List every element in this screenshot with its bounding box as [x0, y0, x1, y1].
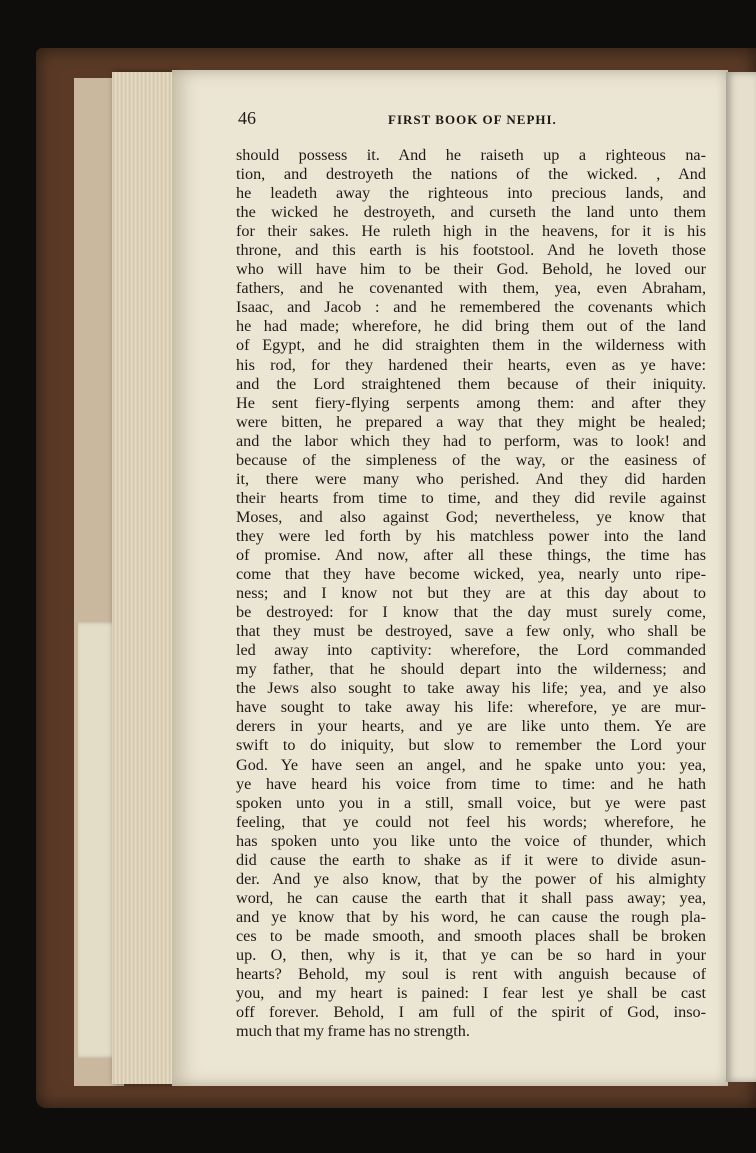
body-text	[236, 146, 706, 1041]
page-header	[238, 108, 708, 134]
text-line: God. Ye have seen an angel, and he spake unto you: yea,	[236, 755, 706, 774]
text-line: and ye know that by his word, he can cause the rough pla-	[236, 907, 706, 926]
text-line: my father, that he should depart into the wilderness; and	[236, 660, 706, 679]
text-line: swift to do iniquity, but slow to remember the Lord your	[236, 736, 706, 755]
facing-page-edge	[726, 72, 756, 1082]
text-line: that they must be destroyed, save a few only, who shall be	[236, 622, 706, 641]
text-line: his rod, for they hardened their hearts, even as ye have:	[236, 355, 706, 374]
text-line: they were led forth by his matchless power into the land	[236, 526, 706, 545]
text-line: He sent fiery-flying serpents among them: and after they	[236, 393, 706, 412]
text-line: spoken unto you in a still, small voice, but ye were past	[236, 793, 706, 812]
text-line: hearts? Behold, my soul is rent with anguish because of	[236, 965, 706, 984]
text-line: off forever. Behold, I am full of the spirit of God, inso-	[236, 1003, 706, 1022]
text-line: ness; and I know not but they are at this day about to	[236, 584, 706, 603]
text-line: it, there were many who perished. And they did harden	[236, 469, 706, 488]
page-edges	[112, 72, 176, 1084]
page-number: 46	[238, 108, 256, 128]
text-line: the wicked he destroyeth, and curseth the land unto them	[236, 203, 706, 222]
text-line: for their sakes. He ruleth high in the heavens, for it is his	[236, 222, 706, 241]
text-line: the Jews also sought to take away his life; yea, and ye also	[236, 679, 706, 698]
text-line: you, and my heart is pained: I fear lest ye shall be cast	[236, 984, 706, 1003]
text-line: were bitten, he prepared a way that they might be healed;	[236, 412, 706, 431]
text-line: should possess it. And he raiseth up a righteous na-	[236, 146, 706, 164]
text-line: have sought to take away his life: wherefore, ye are mur-	[236, 698, 706, 717]
text-line: fathers, and he covenanted with them, yea, even Abraham,	[236, 279, 706, 298]
text-line: because of the simpleness of the way, or the easiness of	[236, 450, 706, 469]
text-line: and the Lord straightened them because of their iniquity.	[236, 374, 706, 393]
text-line: of promise. And now, after all these things, the time has	[236, 545, 706, 564]
text-line: derers in your hearts, and ye are like unto them. Ye are	[236, 717, 706, 736]
text-line: feeling, that ye could not feel his words; wherefore, he	[236, 812, 706, 831]
text-line: come that they have become wicked, yea, nearly unto ripe-	[236, 565, 706, 584]
text-line: who will have him to be their God. Behold, he loved our	[236, 260, 706, 279]
text-line: did cause the earth to shake as if it were to divide asun-	[236, 850, 706, 869]
text-line: throne, and this earth is his footstool. And he loveth those	[236, 241, 706, 260]
text-line: ye have heard his voice from time to time: and he hath	[236, 774, 706, 793]
running-head: FIRST BOOK OF NEPHI.	[388, 112, 557, 127]
text-line: Moses, and also against God; nevertheless, ye know that	[236, 507, 706, 526]
text-line: der. And ye also know, that by the power of his almighty	[236, 869, 706, 888]
text-line: led away into captivity: wherefore, the Lord commanded	[236, 641, 706, 660]
text-line: up. O, then, why is it, that ye can be so hard in your	[236, 945, 706, 964]
text-line: ces to be made smooth, and smooth places shall be broken	[236, 926, 706, 945]
text-line: Isaac, and Jacob : and he remembered the covenants which	[236, 298, 706, 317]
text-line: he had made; wherefore, he did bring them out of the land	[236, 317, 706, 336]
text-line: be destroyed: for I know that the day must surely come,	[236, 603, 706, 622]
text-line: of Egypt, and he did straighten them in the wilderness with	[236, 336, 706, 355]
text-line: has spoken unto you like unto the voice of thunder, which	[236, 831, 706, 850]
text-line: and the labor which they had to perform, was to look! and	[236, 431, 706, 450]
text-line: word, he can cause the earth that it shall pass away; yea,	[236, 888, 706, 907]
text-line: much that my frame has no strength.	[236, 1022, 470, 1041]
text-line: tion, and destroyeth the nations of the wicked. , And	[236, 165, 706, 184]
text-line: their hearts from time to time, and they did revile against	[236, 488, 706, 507]
text-line: he leadeth away the righteous into precious lands, and	[236, 184, 706, 203]
